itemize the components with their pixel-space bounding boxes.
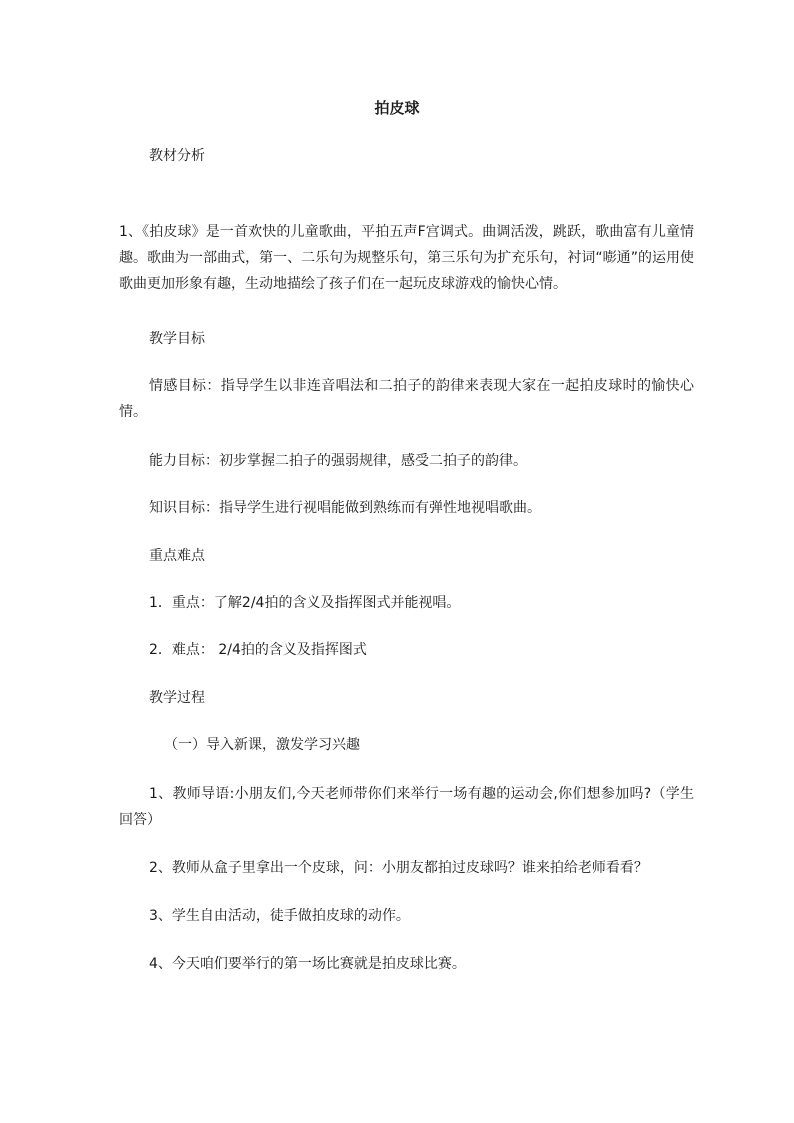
goal-emotion: 情感目标：指导学生以非连音唱法和二拍子的韵律来表现大家在一起拍皮球时的愉快心情。: [119, 378, 694, 420]
process-step-4: 4、今天咱们要举行的第一场比赛就是拍皮球比赛。: [149, 956, 466, 972]
goal-ability: 能力目标：初步掌握二拍子的强弱规律，感受二拍子的韵律。: [149, 453, 527, 469]
heading-material-analysis: 教材分析: [149, 148, 205, 164]
process-intro: （一）导入新课，激发学习兴趣: [164, 737, 360, 753]
heading-key-difficult: 重点难点: [149, 548, 205, 564]
process-step-3: 3、学生自由活动，徒手做拍皮球的动作。: [149, 908, 410, 924]
heading-teaching-goals: 教学目标: [149, 331, 205, 347]
process-step-1: 1、教师导语:小朋友们,今天老师带你们来举行一场有趣的运动会,你们想参加吗?（学生回答）: [119, 786, 694, 828]
document-title: 拍皮球: [374, 99, 420, 117]
key-point: 1．重点：了解2/4拍的含义及指挥图式并能视唱。: [149, 595, 461, 611]
paragraph-material-analysis: 1、《拍皮球》是一首欢快的儿童歌曲，平拍五声F宫调式。曲调活泼，跳跃，歌曲富有儿童情趣。歌曲为一部曲式，第一、二乐句为规整乐句，第三乐句为扩充乐句，衬词“嘭通”的运用使歌曲更加形象有趣，生动地描绘了孩子们在一起玩皮球游戏的愉快心情。: [119, 224, 694, 292]
heading-teaching-process: 教学过程: [149, 690, 205, 706]
difficult-point: 2．难点： 2/4拍的含义及指挥图式: [149, 642, 367, 658]
process-step-2: 2、教师从盒子里拿出一个皮球，问：小朋友都拍过皮球吗？谁来拍给老师看看？: [149, 860, 648, 876]
goal-knowledge: 知识目标：指导学生进行视唱能做到熟练而有弹性地视唱歌曲。: [149, 500, 541, 516]
